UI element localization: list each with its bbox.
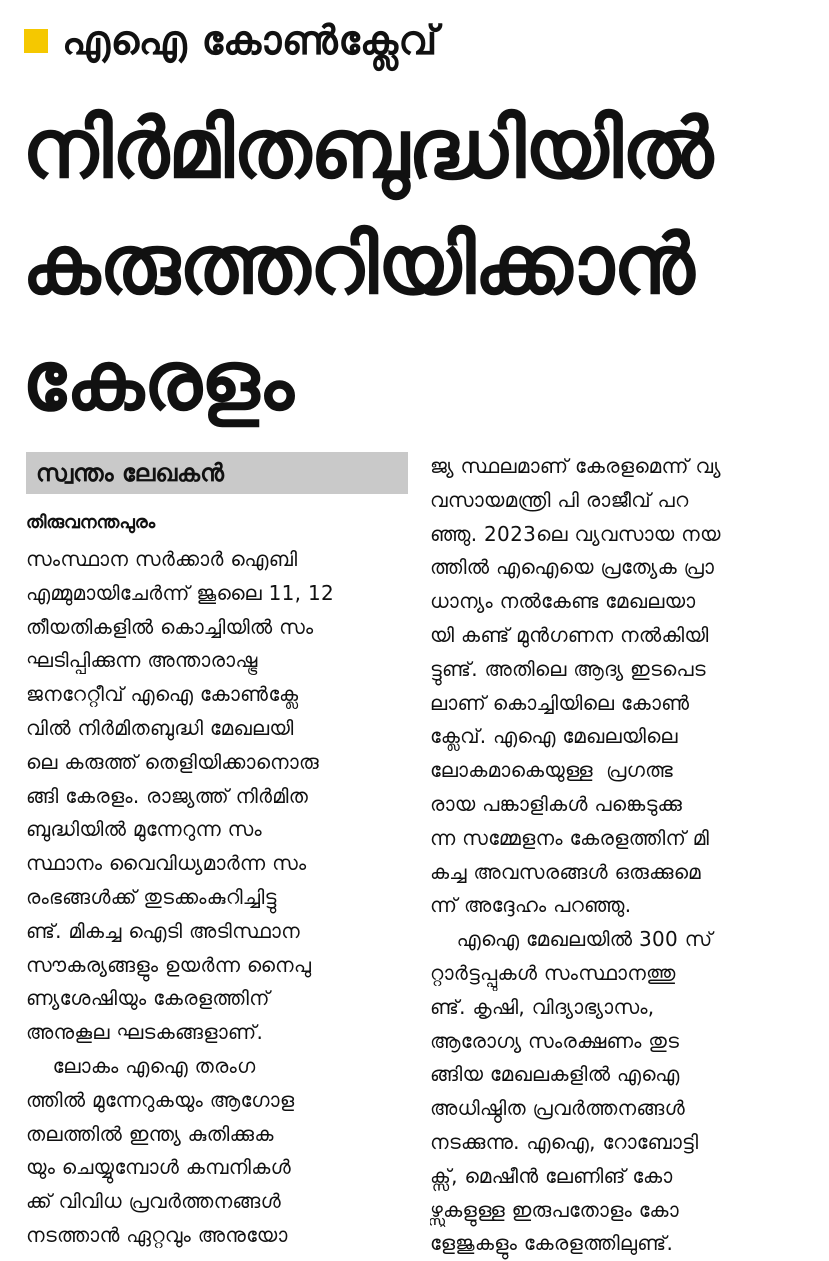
body-line: ലോകമാകെയുള്ള പ്രഗത്ഭ xyxy=(430,758,674,783)
left-column xyxy=(26,452,408,1253)
body-line: ലോകം എഐ തരംഗ xyxy=(26,1053,256,1078)
article-body-right xyxy=(430,450,810,1261)
article-body-left xyxy=(26,543,408,1253)
body-line: നടക്കുന്നു. എഐ, റോബോട്ടി xyxy=(430,1129,699,1154)
body-line: ആരോഗ്യ സംരക്ഷണം തുട xyxy=(430,1028,680,1053)
body-line: ഴ്സുകളുള്ള ഇരുപതോളം കോ xyxy=(430,1197,679,1222)
body-line: ബുദ്ധിയിൽ മുന്നേറുന്ന സം xyxy=(26,817,262,842)
body-line: അനുകൂല ഘടകങ്ങളാണ്. xyxy=(26,1020,264,1045)
headline-line: നിർമിതബുദ്ധിയിൽ xyxy=(22,102,713,197)
body-line: ത്തിൽ എഐയെ പ്രത്യേക പ്രാ xyxy=(430,555,715,580)
body-line: ലെ കരുത്ത് തെളിയിക്കാനൊരു xyxy=(26,749,319,774)
headline-line: കേരളം xyxy=(22,334,293,429)
kicker-square-icon xyxy=(24,29,48,53)
body-line: ട്ടുണ്ട്. അതിലെ ആദ്യ ഇടപെട xyxy=(430,656,706,681)
body-line: അധിഷ്ഠിത പ്രവർത്തനങ്ങൾ xyxy=(430,1096,685,1121)
body-line: ണ്യശേഷിയും കേരളത്തിന് xyxy=(26,986,270,1011)
body-line: സൗകര്യങ്ങളും ഉയർന്ന നൈപു xyxy=(26,952,312,977)
body-line: എമ്മുമായിചേർന്ന് ജൂലൈ 11, 12 xyxy=(26,580,335,605)
body-line: ത്തിൽ മുന്നേറുകയും ആഗോള xyxy=(26,1087,295,1112)
kicker-label: എഐ കോൺക്ലേവ് xyxy=(62,18,438,64)
dateline: തിരുവനന്തപുരം xyxy=(26,512,156,533)
body-line: ക്സ്, മെഷീൻ ലേണിങ് കോ xyxy=(430,1163,673,1188)
body-line: ധാന്യം നൽകേണ്ട മേഖലയാ xyxy=(430,589,696,614)
body-line: രംഭങ്ങൾക്ക് തുടക്കംകുറിച്ചിട്ടു xyxy=(26,884,277,909)
body-line: ന്ന് അദ്ദേഹം പറഞ്ഞു. xyxy=(430,893,632,918)
body-line: നടത്താൻ ഏറ്റവും അനുയോ xyxy=(26,1222,288,1247)
body-line: ന്ന സമ്മേളനം കേരളത്തിന് മി xyxy=(430,825,710,850)
body-line: ജ്യ സ്ഥലമാണ് കേരളമെന്ന് വ്യ xyxy=(430,454,721,478)
section-kicker xyxy=(24,18,438,64)
body-line: വസായമന്ത്രി പി രാജീവ് പറ xyxy=(430,487,689,512)
body-line: തീയതികളിൽ കൊച്ചിയിൽ സം xyxy=(26,614,314,639)
body-line: ളേജുകളും കേരളത്തിലുണ്ട്. xyxy=(430,1231,674,1256)
right-column xyxy=(430,452,810,1261)
body-line: യി കണ്ട് മുൻഗണന നൽകിയി xyxy=(430,622,709,647)
body-line: ങ്ങി കേരളം. രാജ്യത്ത് നിർമിത xyxy=(26,783,309,808)
body-line: ക്ക് വിവിധ പ്രവർത്തനങ്ങൾ xyxy=(26,1189,282,1214)
body-line: കച്ച അവസരങ്ങൾ ഒരുക്കുമെ xyxy=(430,859,701,884)
headline-line: കരുത്തറിയിക്കാൻ xyxy=(22,218,694,313)
body-line: ജനറേറ്റീവ് എഐ കോൺക്ലേ xyxy=(26,682,299,707)
body-line: യും ചെയ്യുമ്പോൾ കമ്പനികൾ xyxy=(26,1155,291,1180)
byline: സ്വന്തം ലേഖകൻ xyxy=(26,452,408,494)
body-line: ഞ്ഞു. 2023ലെ വ്യവസായ നയ xyxy=(430,521,721,546)
body-line: ഘടിപ്പിക്കുന്ന അന്താരാഷ്ട്ര xyxy=(26,648,258,673)
body-line: രായ പങ്കാളികൾ പങ്കെടുക്കു xyxy=(430,791,683,816)
body-line: ണ്ട്. മികച്ച ഐടി അടിസ്ഥാന xyxy=(26,918,300,943)
body-line: തലത്തിൽ ഇന്ത്യ കുതിക്കുക xyxy=(26,1121,274,1146)
body-line: ണ്ട്. കൃഷി, വിദ്യാഭ്യാസം, xyxy=(430,994,655,1019)
headline xyxy=(22,92,812,440)
body-line: റ്റാർട്ടപ്പുകൾ സംസ്ഥാനത്തു xyxy=(430,960,676,985)
body-line: ങ്ങിയ മേഖലകളിൽ എഐ xyxy=(430,1062,680,1087)
body-line: ക്ലേവ്. എഐ മേഖലയിലെ xyxy=(430,724,678,749)
body-line: സ്ഥാനം വൈവിധ്യമാർന്ന സം xyxy=(26,851,307,876)
body-line: ലാണ് കൊച്ചിയിലെ കോൺ xyxy=(430,690,690,715)
body-line: എഐ മേഖലയിൽ 300 സ് xyxy=(430,927,713,952)
body-line: വിൽ നിർമിതബുദ്ധി മേഖലയി xyxy=(26,715,294,740)
body-line: സംസ്ഥാന സർക്കാർ ഐബി xyxy=(26,547,298,571)
